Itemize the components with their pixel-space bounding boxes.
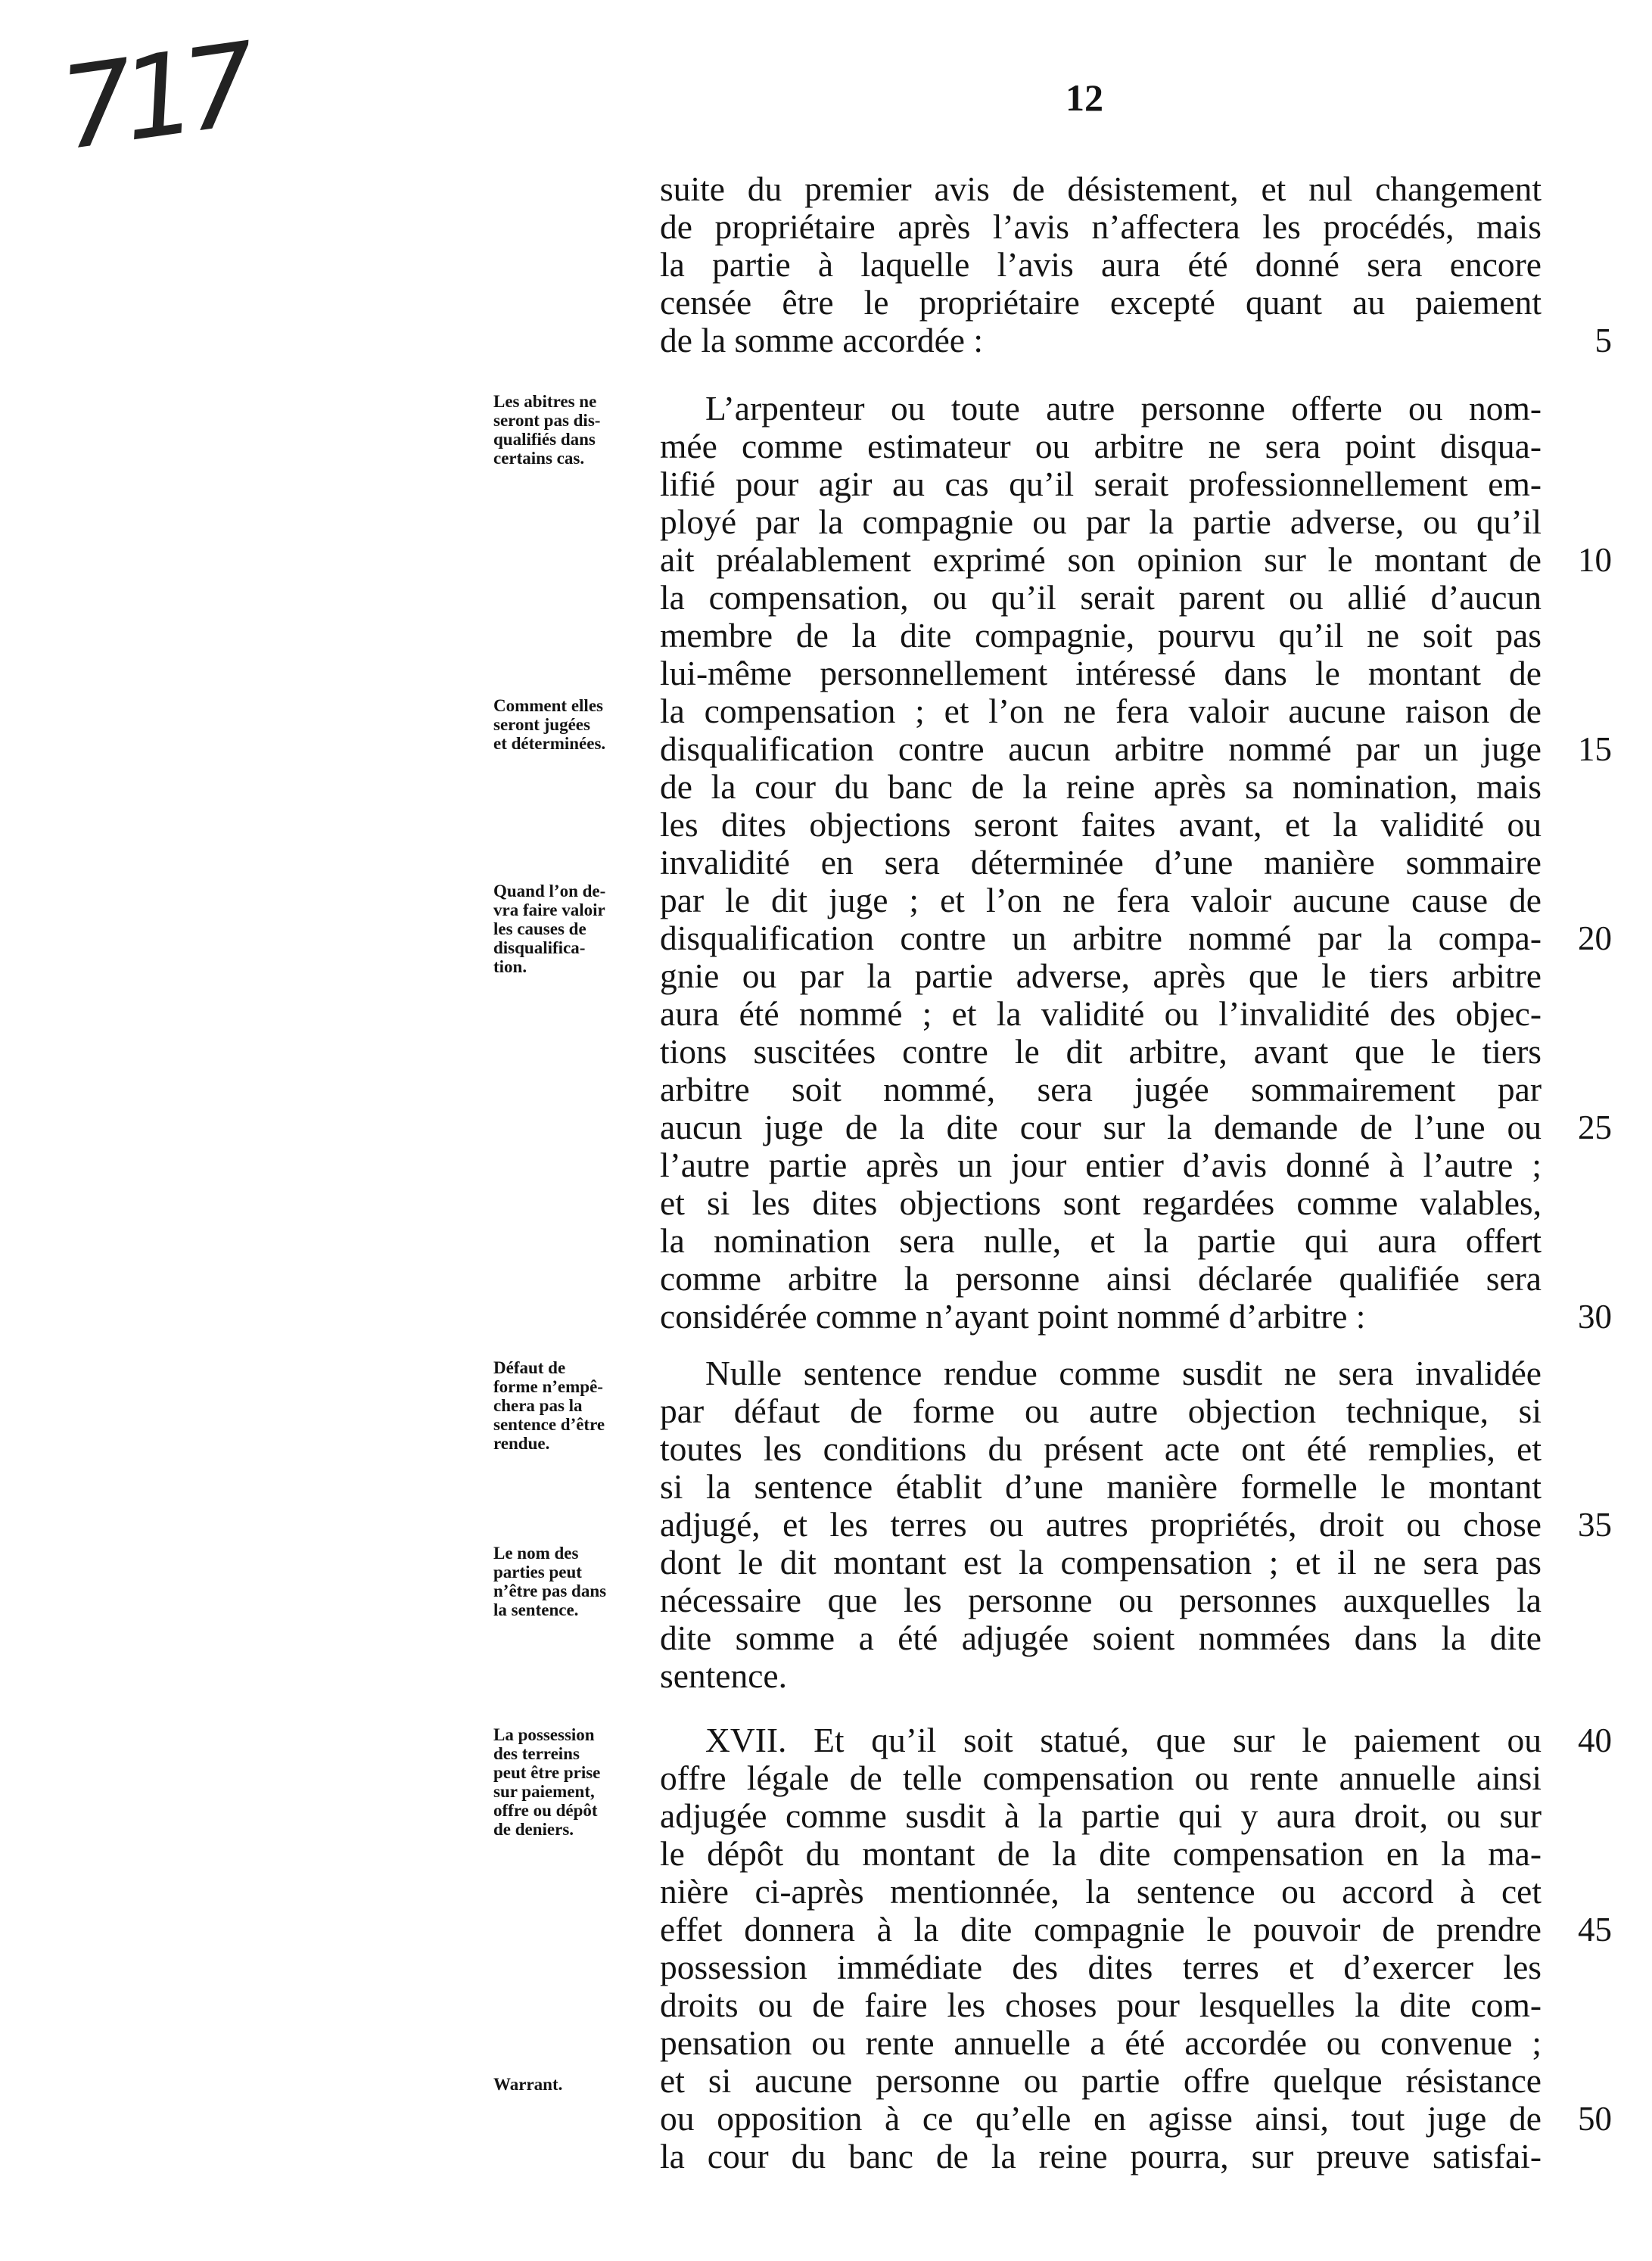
body-line: pensation ou rente annuelle a été accordée ou convenue ; (660, 2023, 1542, 2062)
body-line: ait préalablement exprimé son opinion sur le montant de (660, 540, 1542, 579)
body-line: censée être le propriétaire excepté quant au paiement (660, 283, 1542, 322)
body-line: ployé par la compagnie ou par la partie adverse, ou qu’il (660, 502, 1542, 541)
body-line: considérée comme n’ayant point nommé d’arbitre : (660, 1297, 1366, 1336)
body-line: adjugée comme susdit à la partie qui y aura droit, ou sur (660, 1796, 1542, 1835)
body-line: le dépôt du montant de la dite compensation en la ma- (660, 1834, 1542, 1873)
body-line: de propriétaire après l’avis n’affectera les procédés, mais (660, 207, 1542, 246)
body-line: la partie à laquelle l’avis aura été donné sera encore (660, 245, 1542, 284)
page-number: 12 (1066, 76, 1103, 119)
body-line: nière ci-après mentionnée, la sentence ou accord à cet (660, 1872, 1542, 1911)
body-line: et si les dites objections sont regardées comme valables, (660, 1183, 1542, 1222)
body-line: invalidité en sera déterminée d’une manière sommaire (660, 843, 1542, 882)
margin-note-arbitres: Les abitres ne seront pas dis- qualifiés dans certains cas. (493, 392, 601, 468)
body-line: et si aucune personne ou partie offre quelque résistance (660, 2061, 1542, 2100)
body-line: possession immédiate des dites terres et d’exercer les (660, 1948, 1542, 1986)
body-line: dite somme a été adjugée soient nommées dans la dite (660, 1619, 1542, 1657)
margin-note-possession: La possession des terreins peut être prise sur paiement, offre ou dépôt de deniers. (493, 1725, 601, 1839)
body-line: gnie ou par la partie adverse, après que le tiers arbitre (660, 956, 1542, 995)
body-line: effet donnera à la dite compagnie le pouvoir de prendre (660, 1910, 1542, 1948)
body-line: ou opposition à ce qu’elle en agisse ainsi, tout juge de (660, 2099, 1542, 2138)
body-line: les dites objections seront faites avant, et la validité ou (660, 805, 1542, 844)
body-line: de la somme accordée : (660, 321, 983, 359)
line-number: 5 (1594, 322, 1612, 359)
body-line: lui-même personnellement intéressé dans le montant de (660, 654, 1542, 692)
body-line: disqualification contre un arbitre nommé par la compa- (660, 919, 1542, 957)
body-line: comme arbitre la personne ainsi déclarée qualifiée sera (660, 1259, 1542, 1298)
margin-note-warrant: Warrant. (493, 2075, 563, 2094)
line-number: 10 (1578, 541, 1612, 579)
body-line: dont le dit montant est la compensation ; et il ne sera pas (660, 1543, 1542, 1581)
body-line: toutes les conditions du présent acte ont été remplies, et (660, 1429, 1542, 1468)
body-line: Nulle sentence rendue comme susdit ne sera invalidée (705, 1354, 1542, 1392)
body-line: XVII. Et qu’il soit statué, que sur le paiement ou (705, 1721, 1542, 1759)
body-line: aura été nommé ; et la validité ou l’invalidité des objec- (660, 994, 1542, 1033)
body-line: membre de la dite compagnie, pourvu qu’il ne soit pas (660, 616, 1542, 655)
body-line: droits ou de faire les choses pour lesquelles la dite com- (660, 1986, 1542, 2024)
line-number: 50 (1578, 2100, 1612, 2138)
line-number: 40 (1578, 1721, 1612, 1759)
body-line: lifié pour agir au cas qu’il serait professionnellement em- (660, 465, 1542, 503)
line-number: 20 (1578, 919, 1612, 957)
body-line: aucun juge de la dite cour sur la demande de l’une ou (660, 1108, 1542, 1146)
line-number: 45 (1578, 1911, 1612, 1948)
body-line: suite du premier avis de désistement, et nul changement (660, 169, 1542, 208)
body-line: par le dit juge ; et l’on ne fera valoir aucune cause de (660, 881, 1542, 919)
margin-note-disqualification: Quand l’on de- vra faire valoir les causes de disqualifica- tion. (493, 882, 606, 976)
body-line: sentence. (660, 1656, 788, 1695)
line-number: 35 (1578, 1506, 1612, 1544)
body-line: mée comme estimateur ou arbitre ne sera point disqua- (660, 427, 1542, 465)
line-number: 25 (1578, 1109, 1612, 1146)
body-line: nécessaire que les personne ou personnes auxquelles la (660, 1581, 1542, 1619)
line-number: 30 (1578, 1298, 1612, 1336)
body-line: la compensation ; et l’on ne fera valoir aucune raison de (660, 692, 1542, 730)
body-line: la cour du banc de la reine pourra, sur preuve satisfai- (660, 2137, 1542, 2175)
line-number: 15 (1578, 730, 1612, 768)
body-line: par défaut de forme ou autre objection technique, si (660, 1392, 1542, 1430)
margin-note-comment-jugees: Comment elles seront jugées et déterminées. (493, 696, 606, 753)
handwritten-page-mark: 717 (53, 19, 255, 176)
body-line: si la sentence établit d’une manière formelle le montant (660, 1467, 1542, 1506)
body-line: disqualification contre aucun arbitre nommé par un juge (660, 729, 1542, 768)
body-line: L’arpenteur ou toute autre personne offerte ou nom- (705, 389, 1542, 428)
body-line: tions suscitées contre le dit arbitre, avant que le tiers (660, 1032, 1542, 1071)
body-line: la compensation, ou qu’il serait parent ou allié d’aucun (660, 578, 1542, 617)
body-line: de la cour du banc de la reine après sa nomination, mais (660, 767, 1542, 806)
body-line: l’autre partie après un jour entier d’avis donné à l’autre ; (660, 1146, 1542, 1184)
body-line: offre légale de telle compensation ou rente annuelle ainsi (660, 1759, 1542, 1797)
body-line: arbitre soit nommé, sera jugée sommairement par (660, 1070, 1542, 1109)
body-line: la nomination sera nulle, et la partie qui aura offert (660, 1221, 1542, 1260)
margin-note-defaut-de-forme: Défaut de forme n’empê- chera pas la sentence d’être rendue. (493, 1358, 605, 1453)
margin-note-nom-des-parties: Le nom des parties peut n’être pas dans la sentence. (493, 1544, 607, 1619)
body-line: adjugé, et les terres ou autres propriétés, droit ou chose (660, 1505, 1542, 1544)
